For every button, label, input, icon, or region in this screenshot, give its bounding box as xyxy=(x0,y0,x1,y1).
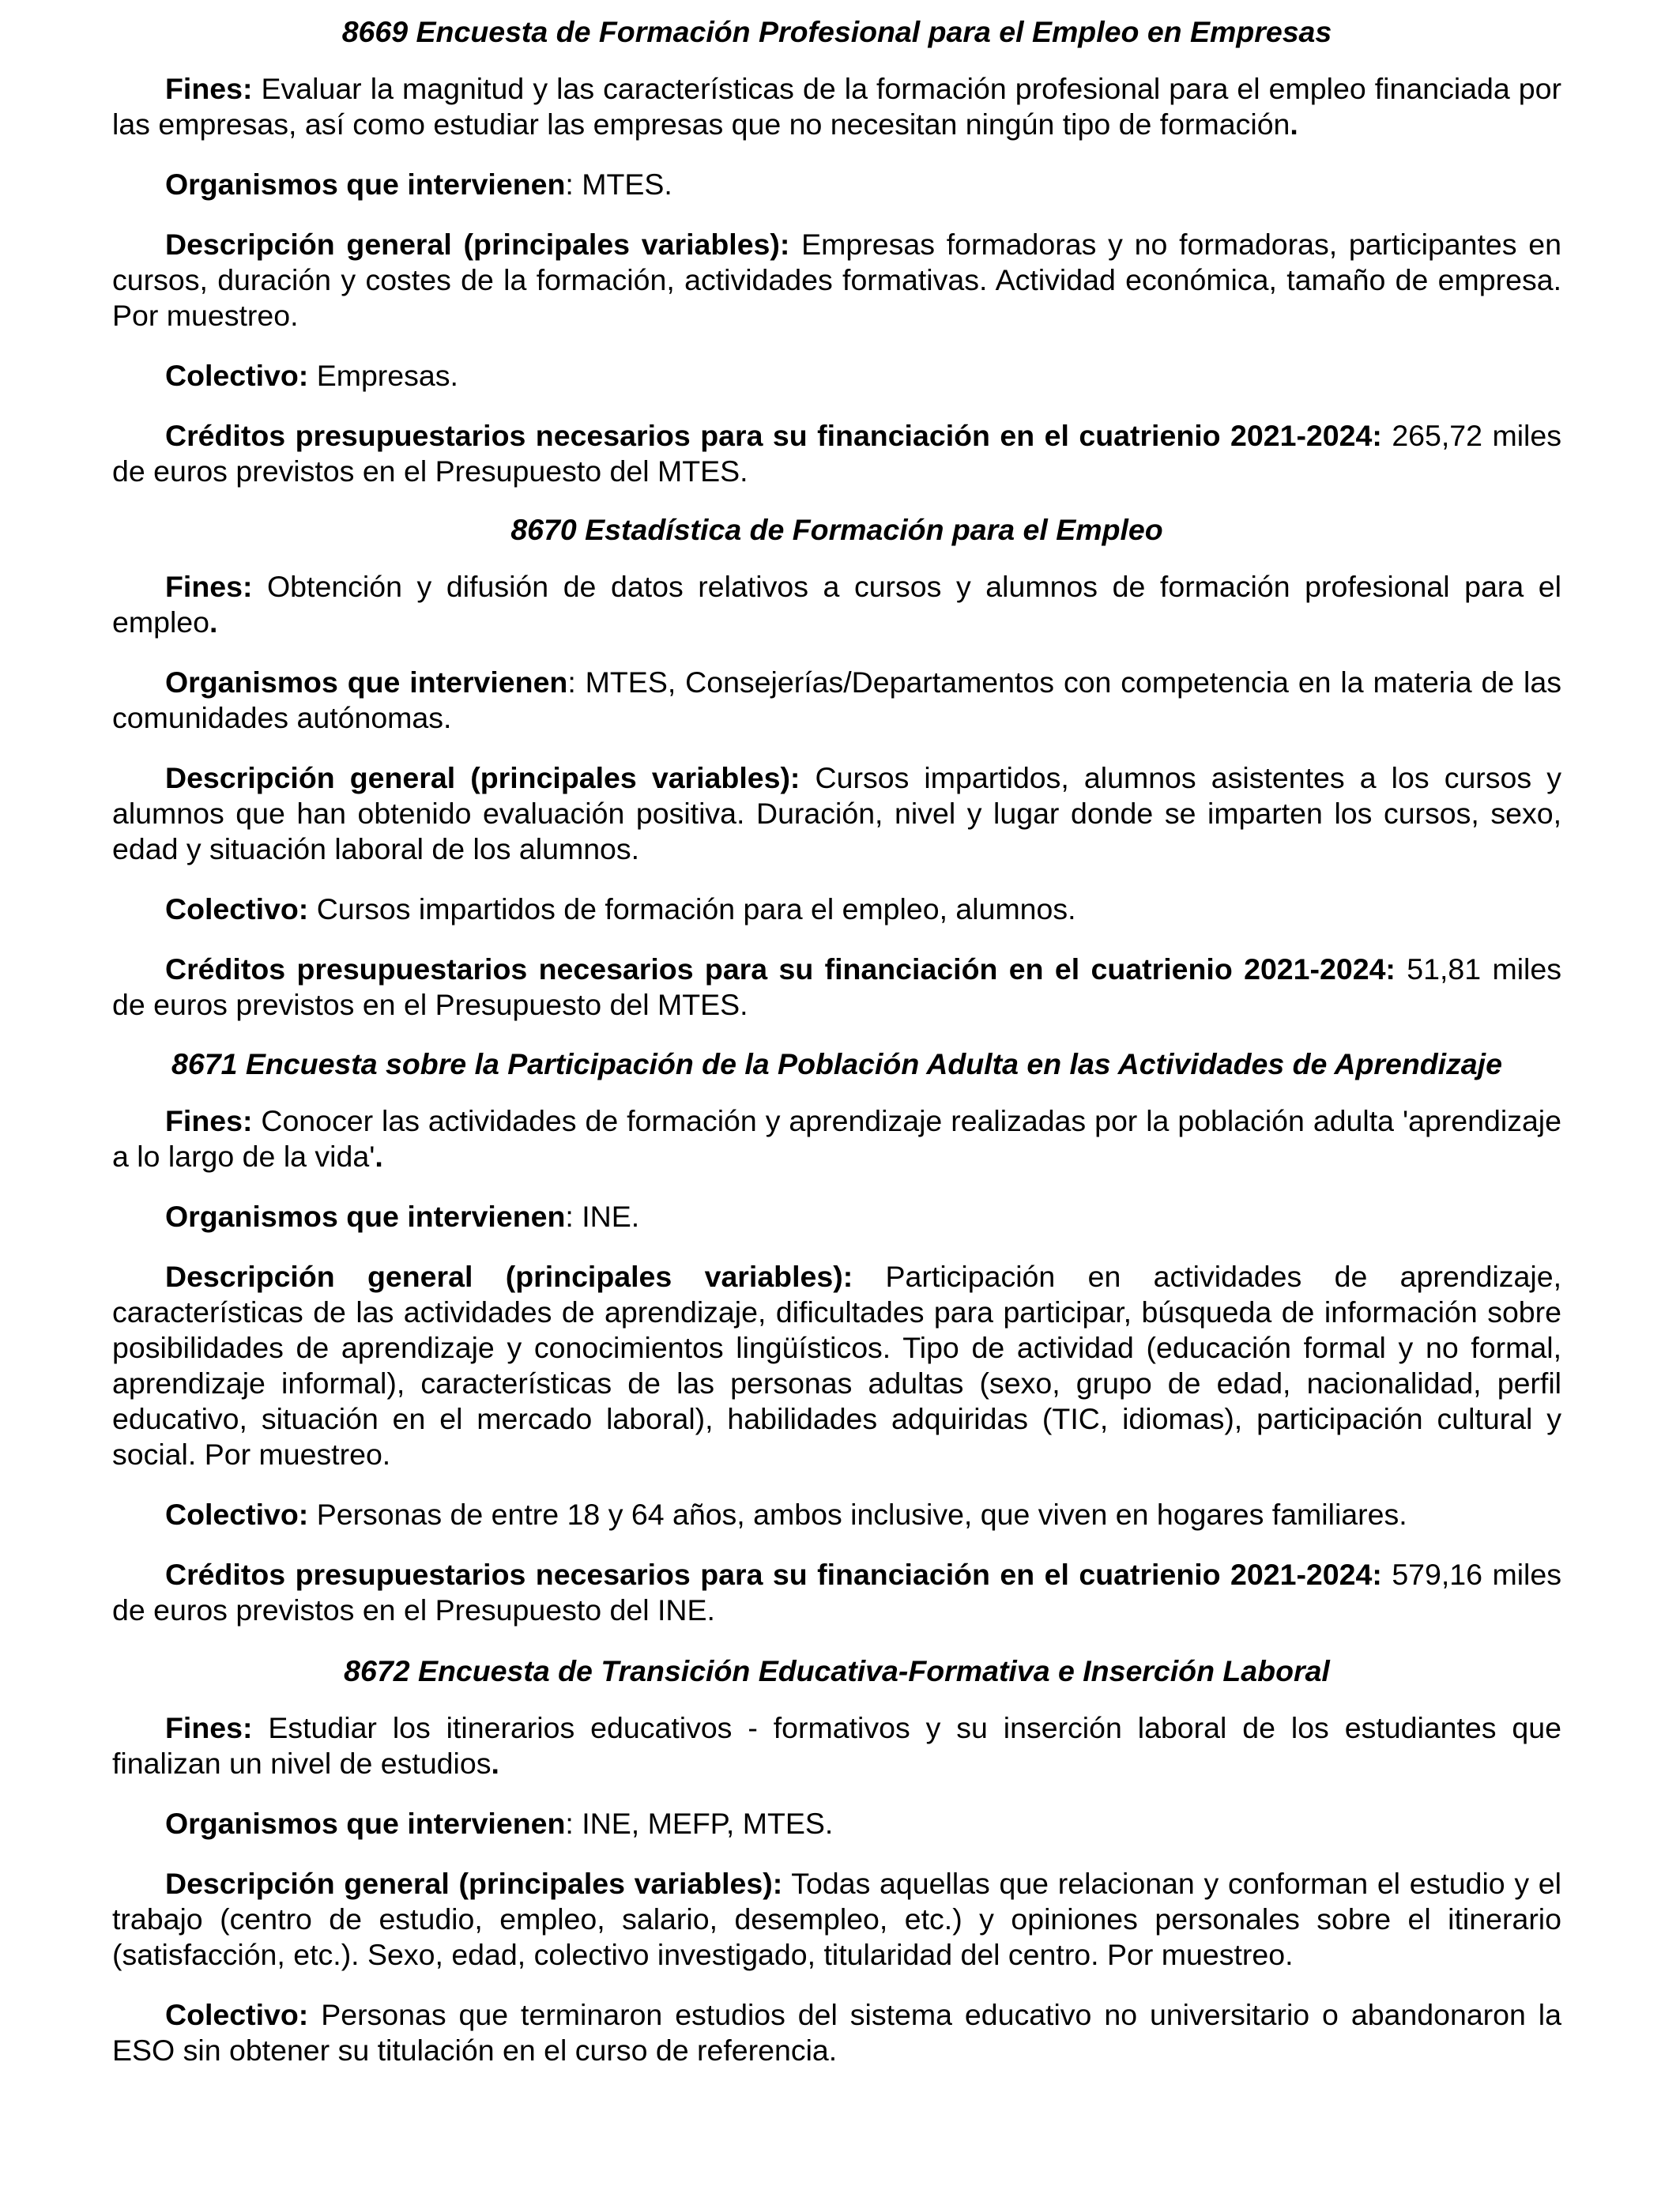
field-creditos xyxy=(112,418,1561,489)
field-label: Descripción general (principales variables): xyxy=(165,761,800,794)
field-value: : MTES, Consejerías/Departamentos con competencia en la materia de las comunidades autónomas. xyxy=(112,665,1561,734)
field-colectivo xyxy=(112,1497,1561,1532)
field-suffix: . xyxy=(1290,107,1298,141)
field-value: Empresas formadoras y no formadoras, participantes en cursos, duración y costes de la formación, actividades formativas. Actividad económica, tamaño de empresa. Por muestreo. xyxy=(112,228,1562,332)
field-fines xyxy=(112,1710,1561,1781)
field-value: : INE. xyxy=(565,1200,640,1233)
field-value: Cursos impartidos de formación para el empleo, alumnos. xyxy=(308,892,1076,925)
section-title: 8671 Encuesta sobre la Participación de la Población Adulta en las Actividades de Aprendizaje xyxy=(171,1047,1502,1080)
field-fines xyxy=(112,71,1561,142)
field-value: Empresas. xyxy=(308,359,458,392)
field-value: Estudiar los itinerarios educativos - formativos y su inserción laboral de los estudiantes que finalizan un nivel de estudios xyxy=(112,1711,1561,1780)
field-descripcion xyxy=(112,227,1561,334)
field-value: 265,72 miles de euros previstos en el Presupuesto del MTES. xyxy=(112,419,1561,488)
field-descripcion xyxy=(112,1866,1561,1973)
field-value: Todas aquellas que relacionan y conforman el estudio y el trabajo (centro de estudio, empleo, salario, desempleo, etc.) y opiniones personales sobre el itinerario (satisfacción, etc.). Sexo, edad, colectivo investigado, titularidad del centro. Por muestreo. xyxy=(112,1867,1561,1971)
field-label: Colectivo: xyxy=(165,1998,309,2031)
field-suffix: . xyxy=(375,1140,383,1173)
field-descripcion xyxy=(112,760,1561,867)
field-label: Organismos que intervienen xyxy=(165,1200,566,1233)
section-8672 xyxy=(112,1653,1561,2068)
field-value: Personas que terminaron estudios del sistema educativo no universitario o abandonaron la ESO sin obtener su titulación en el curso de referencia. xyxy=(112,1998,1561,2067)
section-title: 8670 Estadística de Formación para el Empleo xyxy=(510,513,1163,546)
field-label: Fines: xyxy=(165,72,253,105)
field-value: Evaluar la magnitud y las características de la formación profesional para el empleo financiada por las empresas, así como estudiar las empresas que no necesitan ningún tipo de formación xyxy=(112,72,1561,141)
field-organismos xyxy=(112,1806,1561,1842)
field-value: Cursos impartidos, alumnos asistentes a los cursos y alumnos que han obtenido evaluación positiva. Duración, nivel y lugar donde se imparten los cursos, sexo, edad y situación laboral de los alumnos. xyxy=(112,761,1562,865)
field-colectivo xyxy=(112,358,1561,394)
field-suffix: . xyxy=(491,1747,499,1780)
field-label: Fines: xyxy=(165,1104,253,1137)
field-value: : MTES. xyxy=(565,168,672,201)
field-label: Colectivo: xyxy=(165,1498,309,1531)
section-title: 8672 Encuesta de Transición Educativa-Formativa e Inserción Laboral xyxy=(344,1654,1330,1687)
section-8671 xyxy=(112,1046,1561,1628)
field-label: Colectivo: xyxy=(165,359,309,392)
field-fines xyxy=(112,569,1561,640)
field-organismos xyxy=(112,665,1561,736)
field-creditos xyxy=(112,1557,1561,1628)
field-creditos xyxy=(112,952,1561,1023)
field-value: 579,16 miles de euros previstos en el Presupuesto del INE. xyxy=(112,1558,1561,1627)
field-label: Organismos que intervienen xyxy=(165,168,566,201)
field-value: Conocer las actividades de formación y aprendizaje realizadas por la población adulta 'aprendizaje a lo largo de la vida' xyxy=(112,1104,1561,1173)
field-label: Descripción general (principales variables): xyxy=(165,228,790,261)
section-8669 xyxy=(112,14,1561,489)
field-descripcion xyxy=(112,1259,1561,1472)
field-label: Descripción general (principales variables): xyxy=(165,1867,783,1900)
field-value: 51,81 miles de euros previstos en el Presupuesto del MTES. xyxy=(112,952,1561,1021)
field-colectivo xyxy=(112,1997,1561,2068)
document-page xyxy=(112,14,1561,2068)
field-label: Descripción general (principales variables): xyxy=(165,1260,853,1293)
field-label: Colectivo: xyxy=(165,892,309,925)
field-label: Fines: xyxy=(165,1711,253,1744)
field-suffix: . xyxy=(209,605,218,639)
field-organismos xyxy=(112,1199,1561,1235)
field-colectivo xyxy=(112,892,1561,927)
field-label: Organismos que intervienen xyxy=(165,665,568,699)
field-value: : INE, MEFP, MTES. xyxy=(565,1807,834,1840)
section-title: 8669 Encuesta de Formación Profesional para el Empleo en Empresas xyxy=(341,15,1332,48)
field-label: Fines: xyxy=(165,570,253,603)
field-value: Obtención y difusión de datos relativos a cursos y alumnos de formación profesional para el empleo xyxy=(112,570,1561,639)
field-label: Organismos que intervienen xyxy=(165,1807,566,1840)
field-value: Personas de entre 18 y 64 años, ambos inclusive, que viven en hogares familiares. xyxy=(308,1498,1407,1531)
field-label: Créditos presupuestarios necesarios para su financiación en el cuatrienio 2021-2024: xyxy=(165,419,1382,452)
field-label: Créditos presupuestarios necesarios para su financiación en el cuatrienio 2021-2024: xyxy=(165,1558,1382,1591)
field-organismos xyxy=(112,167,1561,202)
field-label: Créditos presupuestarios necesarios para su financiación en el cuatrienio 2021-2024: xyxy=(165,952,1396,986)
section-8670 xyxy=(112,512,1561,1023)
field-fines xyxy=(112,1103,1561,1174)
field-value: Participación en actividades de aprendizaje, características de las actividades de aprendizaje, dificultades para participar, búsqueda de información sobre posibilidades de aprendizaje y conocimientos lingüísticos. Tipo de actividad (educación formal y no formal, aprendizaje informal), características de las personas adultas (sexo, grupo de edad, nacionalidad, perfil educativo, situación en el mercado laboral), habilidades adquiridas (TIC, idiomas), participación cultural y social. Por muestreo. xyxy=(112,1260,1561,1471)
